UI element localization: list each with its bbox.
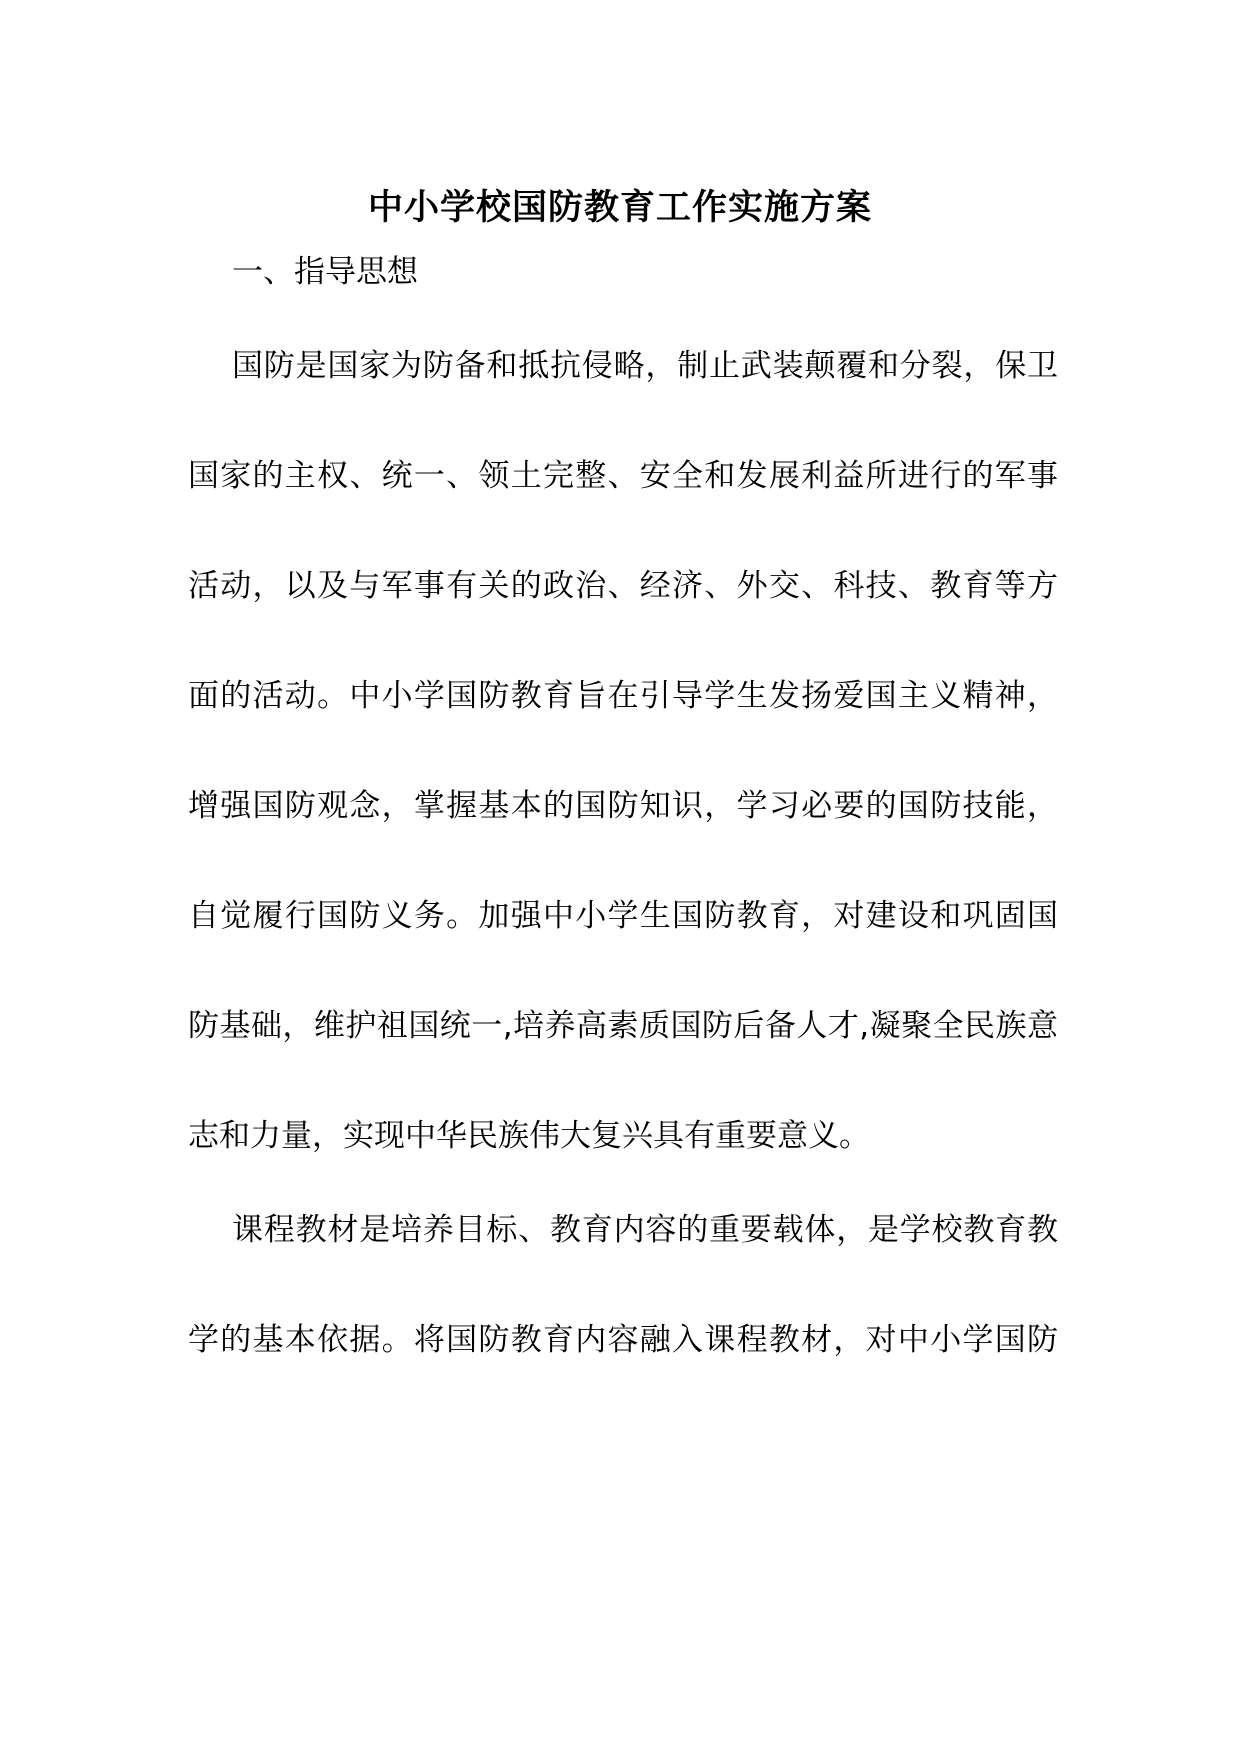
paragraph-line: 国防是国家为防备和抵抗侵略，制止武装颠覆和分裂，保卫 xyxy=(232,348,1058,384)
section-heading: 一、指导思想 xyxy=(232,254,418,290)
paragraph-line: 自觉履行国防义务。加强中小学生国防教育，对建设和巩固国 xyxy=(188,898,1058,934)
paragraph-line: 志和力量，实现中华民族伟大复兴具有重要意义。 xyxy=(188,1118,870,1154)
paragraph-line: 学的基本依据。将国防教育内容融入课程教材，对中小学国防 xyxy=(188,1322,1058,1358)
document-title: 中小学校国防教育工作实施方案 xyxy=(367,187,872,228)
paragraph-line: 国家的主权、统一、领土完整、安全和发展利益所进行的军事 xyxy=(188,458,1058,494)
paragraph-line: 增强国防观念，掌握基本的国防知识，学习必要的国防技能， xyxy=(188,788,1058,824)
paragraph-line: 课程教材是培养目标、教育内容的重要载体，是学校教育教 xyxy=(232,1212,1058,1248)
paragraph-line: 防基础，维护祖国统一,培养高素质国防后备人才,凝聚全民族意 xyxy=(188,1008,1058,1044)
paragraph-line: 面的活动。中小学国防教育旨在引导学生发扬爱国主义精神， xyxy=(188,678,1058,714)
paragraph-line: 活动，以及与军事有关的政治、经济、外交、科技、教育等方 xyxy=(188,568,1058,604)
